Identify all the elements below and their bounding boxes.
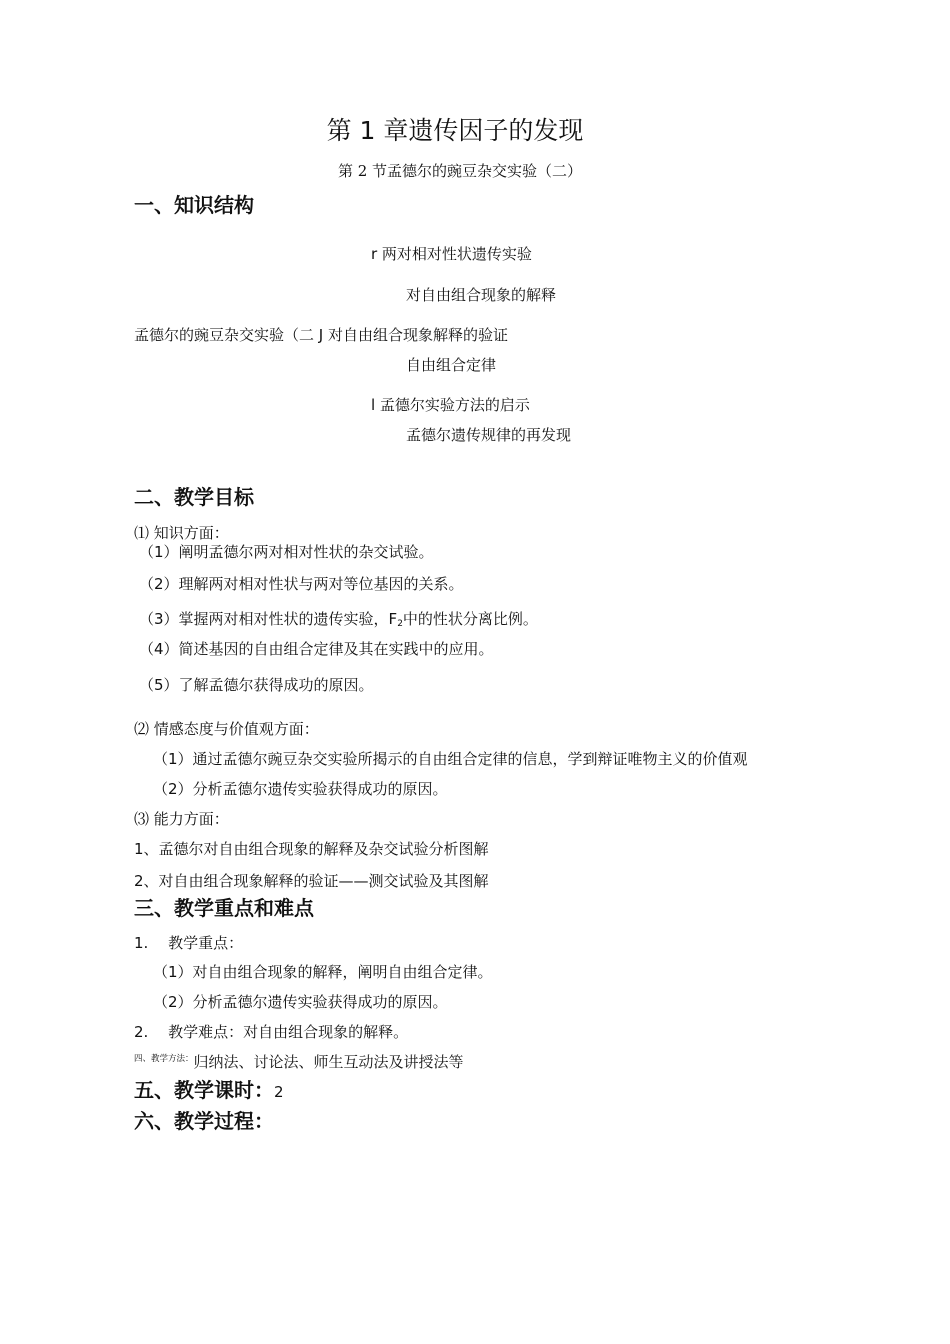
document-subtitle: 第 2 节孟德尔的豌豆杂交实验（二）: [337, 162, 583, 180]
objective-item: （2）理解两对相对性状与两对等位基因的关系。: [139, 575, 464, 593]
subscript: 2: [397, 619, 403, 629]
hours-line: [134, 1080, 284, 1100]
hours-value: 2: [274, 1083, 284, 1101]
objectives-heading: 二、教学目标: [134, 485, 254, 509]
hours-heading: 五、教学课时：: [134, 1078, 274, 1102]
knowledge-structure-heading: 一、知识结构: [134, 193, 254, 217]
focus-label: 1. 教学重点：: [134, 934, 244, 952]
structure-item: r 两对相对性状遗传实验: [371, 245, 532, 263]
attitude-item: （1）通过孟德尔豌豆杂交实验所揭示的自由组合定律的信息，学到辩证唯物主义的价值观: [153, 750, 748, 768]
ability-item: 2、对自由组合现象解释的验证——测交试验及其图解: [134, 872, 489, 890]
ability-item: 1、孟德尔对自由组合现象的解释及杂交试验分析图解: [134, 840, 489, 858]
objective-item: （4）简述基因的自由组合定律及其在实践中的应用。: [139, 640, 494, 658]
objective-item: （1）阐明孟德尔两对相对性状的杂交试验。: [139, 543, 434, 561]
focus-item: （2）分析孟德尔遗传实验获得成功的原因。: [153, 993, 448, 1011]
difficulty-text: 2. 教学难点：对自由组合现象的解释。: [134, 1023, 409, 1041]
objective-item: （5）了解孟德尔获得成功的原因。: [139, 676, 374, 694]
attitude-item: （2）分析孟德尔遗传实验获得成功的原因。: [153, 780, 448, 798]
document-title: 第 1 章遗传因子的发现: [326, 116, 584, 145]
methods-label: 四、教学方法：: [134, 1054, 194, 1064]
structure-root: 孟德尔的豌豆杂交实验（二 J 对自由组合现象解释的验证: [134, 326, 508, 344]
ability-label: ⑶ 能力方面：: [134, 810, 229, 828]
key-points-heading: 三、教学重点和难点: [134, 896, 314, 920]
objective-item-text: （3）掌握两对相对性状的遗传实验，F: [139, 610, 398, 628]
structure-item: 对自由组合现象的解释: [406, 286, 557, 304]
structure-item: l 孟德尔实验方法的启示: [371, 396, 530, 414]
objective-item: [139, 612, 538, 629]
methods-text: 归纳法、讨论法、师生互动法及讲授法等: [193, 1053, 464, 1071]
focus-item: （1）对自由组合现象的解释，阐明自由组合定律。: [153, 963, 493, 981]
process-heading: 六、教学过程：: [134, 1109, 274, 1133]
methods-line: [134, 1055, 464, 1070]
structure-item: 孟德尔遗传规律的再发现: [406, 426, 572, 444]
objective-item-tail: 中的性状分离比例。: [402, 610, 538, 628]
structure-item: 自由组合定律: [406, 356, 497, 374]
attitude-label: ⑵ 情感态度与价值观方面：: [134, 720, 319, 738]
knowledge-label: ⑴ 知识方面：: [134, 524, 229, 542]
